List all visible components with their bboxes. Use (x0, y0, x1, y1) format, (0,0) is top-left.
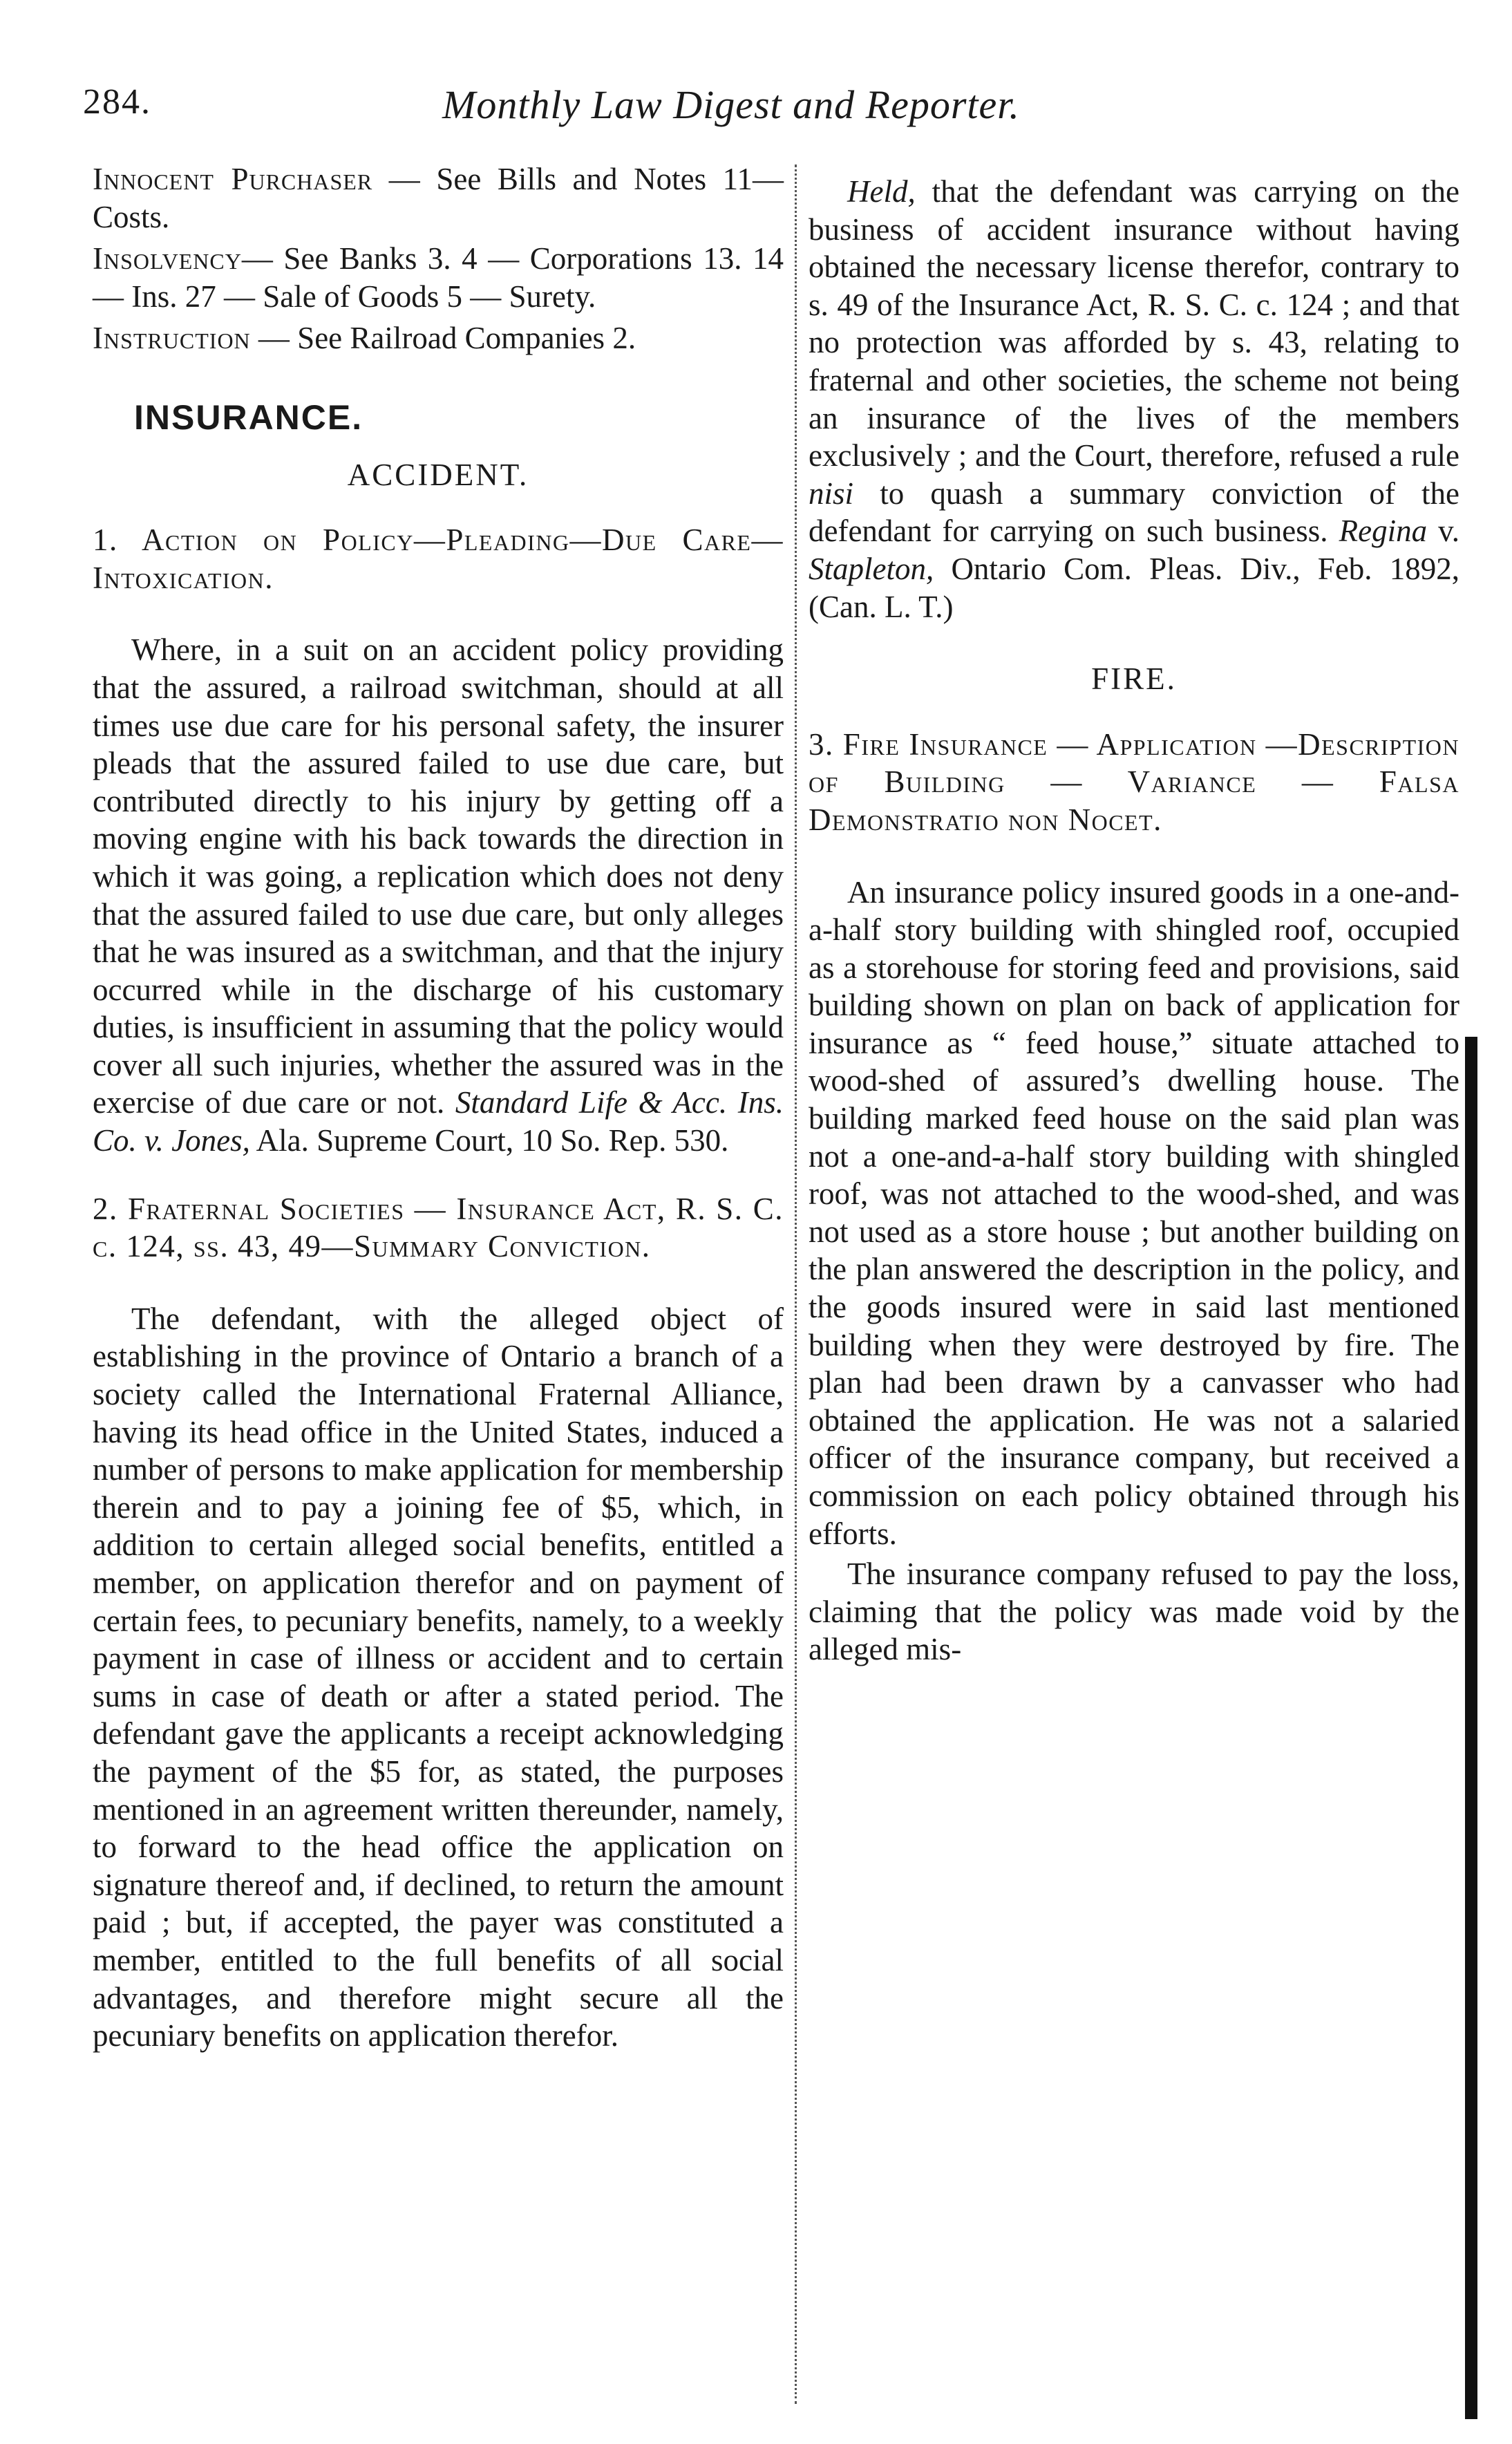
case-name: Standard Life & Acc. Ins. Co. v. Jones, (93, 1085, 784, 1158)
case-heading-text: Action on Policy—Pleading—Due Care—Intoxication. (93, 523, 784, 595)
index-text: — See Bills and Notes 11— Costs. (93, 162, 784, 234)
case-1-heading (93, 521, 784, 596)
index-entry-instruction (93, 319, 784, 357)
case-versus: v. (1427, 514, 1459, 549)
index-term: Insolvency (93, 241, 242, 276)
index-text: — See Railroad Companies 2. (250, 321, 636, 356)
case-1-body (93, 631, 784, 1159)
subsection-accident: ACCIDENT. (347, 457, 529, 492)
case-citation: Ala. Supreme Court, 10 So. Rep. 530. (249, 1123, 729, 1158)
right-flow (809, 173, 1459, 1668)
subsection-fire: FIRE. (1091, 661, 1177, 697)
index-term: Instruction (93, 321, 251, 356)
case-heading-text: Fire Insurance — Application —Description of Building — Variance — Falsa Demonstratio non Nocet. (809, 726, 1460, 837)
held-text: that the defendant was carrying on the business of accident insurance without having obtained the necessary license therefor, contrary to s. 49 of the Insurance Act, R. S. C. c. 124 ; and that no protection was afforded by s. 43, relating to fraternal and other societies, the scheme not being an insurance of the lives of the members exclusively ; and the Court, therefore, refused a rule (809, 174, 1459, 473)
held-label: Held, (847, 174, 916, 209)
case-2-holding (809, 173, 1459, 626)
case-citation: Ontario Com. Pleas. Div., Feb. 1892, (Can. L. T.) (809, 551, 1459, 624)
case-number: 2. (93, 1191, 118, 1226)
running-title: Monthly Law Digest and Reporter. (442, 82, 1020, 127)
index-term: Innocent Purchaser (93, 162, 373, 196)
held-text: to quash a summary conviction of the defendant for carrying on such business. (809, 476, 1459, 549)
page-header (83, 82, 1451, 144)
case-heading-text: Fraternal Societies — Insurance Act, R. S. C. c. 124, ss. 43, 49—Summary Conviction. (93, 1191, 784, 1264)
column-divider (795, 164, 797, 2404)
right-column (809, 160, 1459, 1668)
case-3-body-continued: The insurance company refused to pay the loss, claiming that the policy was made void by the alleged mis- (809, 1557, 1459, 1667)
nisi-term: nisi (809, 476, 854, 511)
left-column (93, 160, 784, 2056)
case-2-heading (93, 1190, 784, 1266)
page-number: 284. (83, 82, 151, 122)
case-3-body: An insurance policy insured goods in a one-and-a-half story building with shingled roof, occupied as a storehouse for storing feed and provisions, said building shown on plan on back of application for insurance as “ feed house,” situate attached to wood-shed of assured’s dwelling house. The building marked feed house on the said plan was not a one-and-a-half story building with shingled roof, was not attached to the wood-shed, and was not used as a store house ; but another building on the plan answered the description in the policy, and the goods insured were in said last mentioned building when they were destroyed by fire. The plan had been drawn by a canvasser who had obtained the application. He was not a salaried officer of the insurance company, but received a commission on each policy obtained through his efforts. (809, 874, 1459, 1551)
index-entry-insolvency (93, 240, 784, 315)
case-name: Stapleton, (809, 551, 934, 586)
case-body-text: Where, in a suit on an accident policy providing that the assured, a railroad switchman, should at all times use due care for his personal safety, the insurer pleads that the assured failed to use due care, but contributed directly to his injury by getting off a moving engine with his back towards the direction in which it was going, a replication which does not deny that the assured failed to use due care, but only alleges that he was insured as a switchman, and that the injury occurred while in the discharge of his customary duties, is insufficient in assuming that the policy would cover all such injuries, whether the assured was in the exercise of due care or not. (93, 632, 784, 1120)
index-entry-innocent-purchaser (93, 160, 784, 236)
case-3-heading (809, 726, 1459, 839)
index-text: — See Banks 3. 4 — Corporations 13. 14 — Ins. 27 — Sale of Goods 5 — Surety. (93, 241, 784, 314)
case-number: 1. (93, 523, 118, 558)
case-name: Regina (1339, 514, 1428, 549)
page-edge-shadow (1465, 1037, 1477, 2419)
case-2-body: The defendant, with the alleged object of establishing in the province of Ontario a branch of a society called the International Fraternal Alliance, having its head office in the United States, induced a number of persons to make application for membership therein and to pay a joining fee of $5, which, in addition to certain alleged social benefits, entitled a member, on application therefor and on payment of certain fees, to pecuniary benefits, namely, to a weekly payment in case of illness or accident and to certain sums in case of death or after a stated period. The defendant gave the applicants a receipt acknowledging the payment of the $5 for, as stated, the purposes mentioned in an agreement written thereunder, namely, to forward to the head office the application on signature thereof and, if declined, to return the amount paid ; but, if accepted, the payer was constituted a member, entitled to the full benefits of all social advantages, and therefore might secure all the pecuniary benefits on application therefor. (93, 1301, 784, 2053)
section-title: INSURANCE. (134, 397, 363, 437)
case-number: 3. (809, 726, 843, 762)
